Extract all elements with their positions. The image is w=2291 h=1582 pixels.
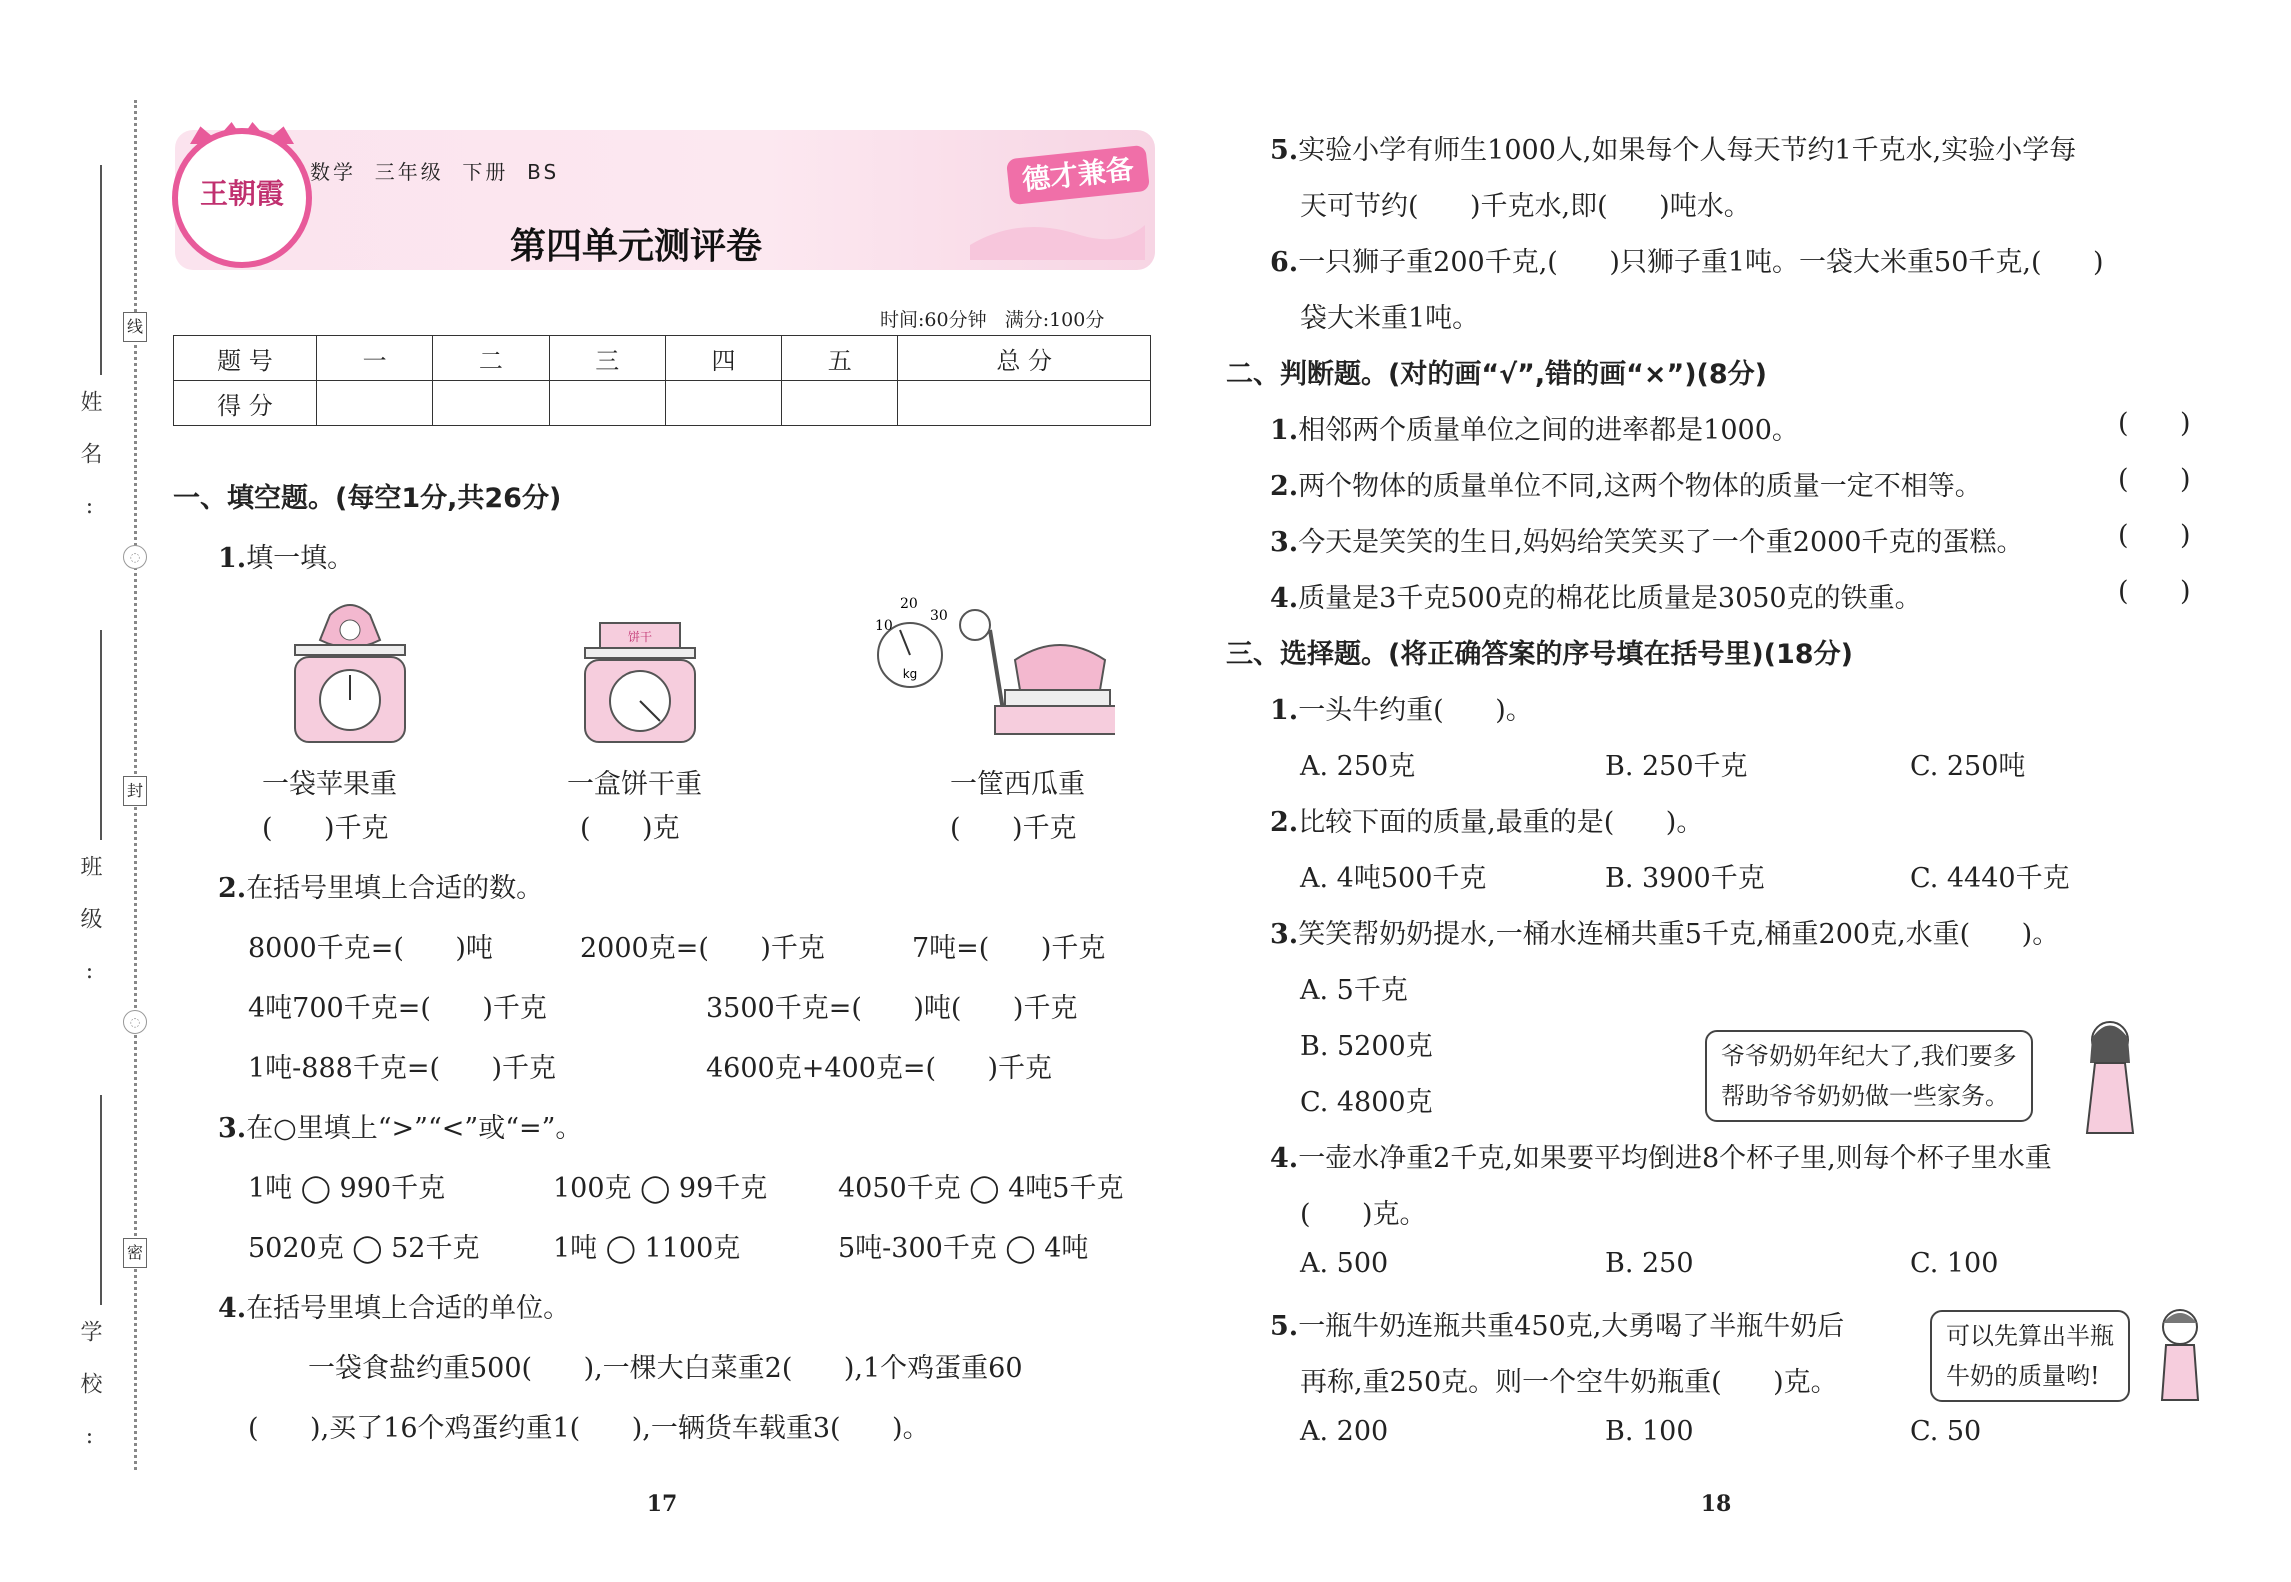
question-text: 比较下面的质量,最重的是( )。: [1298, 807, 1704, 838]
question-2: [218, 866, 543, 905]
svg-text:饼干: 饼干: [627, 630, 653, 644]
q6-line-2: 袋大米重1吨。: [1300, 303, 1480, 334]
q3-r1-c3: 4050千克 ◯ 4吨5千克: [838, 1173, 1124, 1204]
mark-feng: 封: [123, 776, 147, 806]
apple-scale-picture: [280, 595, 420, 745]
score-header-cell: 总 分: [898, 336, 1151, 381]
question-number: 1.: [1270, 695, 1299, 726]
q4-line-2: ( ),买了16个鸡蛋约重1( ),一辆货车载重3( )。: [248, 1413, 930, 1444]
class-label: 班级:: [77, 855, 102, 1014]
bubble-line: 爷爷奶奶年纪大了,我们要多: [1721, 1042, 2017, 1070]
question-text: 两个物体的质量单位不同,这两个物体的质量一定不相等。: [1298, 471, 1982, 502]
choice-question-4: [1270, 1136, 2052, 1175]
page-title: 第四单元测评卷: [510, 226, 763, 267]
question-number: 6.: [1270, 247, 1299, 278]
watermelon-scale-picture: [855, 590, 1115, 750]
name-label: 姓名:: [77, 390, 102, 549]
judge-item: [1270, 464, 1982, 503]
option-c[interactable]: C. 4440千克: [1910, 863, 2070, 894]
score-header-cell: 三: [549, 336, 665, 381]
choice-question-5: [1270, 1304, 1844, 1343]
question-number: 4.: [1270, 1143, 1299, 1174]
question-number: 3.: [218, 1113, 247, 1144]
option-c[interactable]: C. 50: [1910, 1416, 1982, 1447]
q2-r1-c1: 8000千克=( )吨: [248, 933, 493, 964]
option-c[interactable]: C. 250吨: [1910, 751, 2026, 782]
option-a[interactable]: A. 500: [1300, 1248, 1389, 1279]
logo-text: 王朝霞: [199, 177, 284, 210]
question-text: 一壶水净重2千克,如果要平均倒进8个杯子里,则每个杯子里水重: [1298, 1143, 2052, 1174]
question-text: 笑笑帮奶奶提水,一桶水连桶共重5千克,桶重200克,水重( )。: [1298, 919, 2060, 950]
q5-line-2: 天可节约( )千克水,即( )吨水。: [1300, 191, 1751, 222]
biscuit-scale-picture: [570, 615, 710, 745]
score-cell[interactable]: [317, 381, 433, 426]
option-b[interactable]: B. 100: [1605, 1416, 1694, 1447]
question-number: 3.: [1270, 919, 1299, 950]
name-blank-line: [100, 165, 102, 375]
c5-line-2: 再称,重250克。则一个空牛奶瓶重( )克。: [1300, 1367, 1838, 1398]
option-c[interactable]: C. 4800克: [1300, 1087, 1433, 1118]
question-5: [1270, 128, 2076, 167]
option-a[interactable]: A. 250克: [1300, 751, 1416, 782]
option-a[interactable]: A. 4吨500千克: [1300, 863, 1487, 894]
score-cell[interactable]: [665, 381, 781, 426]
svg-text:30: 30: [930, 608, 948, 624]
question-text: 今天是笑笑的生日,妈妈给笑笑买了一个重2000千克的蛋糕。: [1298, 527, 2024, 558]
question-number: 2.: [1270, 807, 1299, 838]
option-b[interactable]: B. 250: [1605, 1248, 1694, 1279]
option-c[interactable]: C. 100: [1910, 1248, 1999, 1279]
question-number: 1.: [218, 543, 247, 574]
choice-question-3: [1270, 912, 2059, 951]
score-cell[interactable]: [549, 381, 665, 426]
school-blank-line: [100, 1095, 102, 1305]
option-b[interactable]: B. 5200克: [1300, 1031, 1433, 1062]
question-number: 4.: [1270, 583, 1299, 614]
choice-question-2: [1270, 800, 1703, 839]
q2-r1-c2: 2000克=( )千克: [580, 933, 825, 964]
svg-text:20: 20: [900, 596, 918, 612]
q1-item-3-answer: ( )千克: [950, 813, 1077, 844]
time-info: 时间:60分钟 满分:100分: [880, 309, 1105, 331]
score-header-cell: 五: [782, 336, 898, 381]
section-3-heading: 三、选择题。(将正确答案的序号填在括号里)(18分): [1226, 639, 1853, 670]
question-text: 填一填。: [246, 543, 355, 574]
binding-hole-icon: ◌: [123, 1010, 147, 1034]
page-number-right: [1690, 1484, 1742, 1524]
bubble-line: 牛奶的质量哟!: [1946, 1362, 2100, 1390]
judge-answer-paren[interactable]: ( ): [2118, 576, 2191, 607]
score-cell[interactable]: [433, 381, 549, 426]
score-header-cell: 四: [665, 336, 781, 381]
q2-r1-c3: 7吨=( )千克: [912, 933, 1106, 964]
slogan-seal: 德才兼备: [1006, 145, 1150, 205]
score-header-cell: 一: [317, 336, 433, 381]
bubble-line: 可以先算出半瓶: [1946, 1322, 2114, 1350]
question-number: 1.: [1270, 415, 1299, 446]
q4-line-1: 一袋食盐约重500( ),一棵大白菜重2( ),1个鸡蛋重60: [308, 1353, 1023, 1384]
judge-answer-paren[interactable]: ( ): [2118, 408, 2191, 439]
q2-r3-c2: 4600克+400克=( )千克: [706, 1053, 1053, 1084]
question-number: 3.: [1270, 527, 1299, 558]
option-b[interactable]: B. 3900千克: [1605, 863, 1765, 894]
bubble-line: 帮助爷爷奶奶做一些家务。: [1721, 1082, 2009, 1110]
q1-item-2-answer: ( )克: [580, 813, 680, 844]
speech-bubble-grandparents: [1705, 1030, 2033, 1122]
book-meta: 数学 三年级 下册 BS: [310, 160, 560, 184]
school-label: 学校:: [77, 1320, 102, 1479]
section-2-heading: 二、判断题。(对的画“√”,错的画“×”)(8分): [1226, 359, 1768, 390]
q2-r2-c1: 4吨700千克=( )千克: [248, 993, 547, 1024]
section-1-heading: 一、填空题。(每空1分,共26分): [173, 483, 562, 514]
judge-answer-paren[interactable]: ( ): [2118, 464, 2191, 495]
question-number: 2.: [218, 873, 247, 904]
q1-item-3-label: 一筐西瓜重: [950, 769, 1085, 800]
q3-r2-c3: 5吨-300千克 ◯ 4吨: [838, 1233, 1089, 1264]
question-text: 实验小学有师生1000人,如果每个人每天节约1千克水,实验小学每: [1298, 135, 2077, 166]
girl-character-icon: [2075, 1018, 2145, 1138]
mark-xian: 线: [123, 312, 147, 342]
svg-text:10: 10: [875, 618, 893, 634]
score-cell[interactable]: [782, 381, 898, 426]
page-number-left: [636, 1484, 688, 1524]
svg-text:kg: kg: [902, 667, 918, 681]
score-header-cell: 题 号: [174, 336, 317, 381]
c4-line-2: ( )克。: [1300, 1199, 1427, 1230]
option-a[interactable]: A. 5千克: [1300, 975, 1408, 1006]
class-blank-line: [100, 630, 102, 840]
judge-item: [1270, 408, 1799, 447]
binding-hole-icon: ◌: [123, 545, 147, 569]
q2-r2-c2: 3500千克=( )吨( )千克: [706, 993, 1078, 1024]
question-number: 4.: [218, 1293, 247, 1324]
judge-item: [1270, 520, 2023, 559]
question-text: 质量是3千克500克的棉花比质量是3050克的铁重。: [1298, 583, 1922, 614]
question-text: 在○里填上“>”“<”或“=”。: [246, 1113, 583, 1144]
score-table: [173, 335, 1151, 426]
question-text: 在括号里填上合适的数。: [246, 873, 544, 904]
judge-answer-paren[interactable]: ( ): [2118, 520, 2191, 551]
question-text: 一只狮子重200千克,( )只狮子重1吨。一袋大米重50千克,( ): [1298, 247, 2104, 278]
q1-item-1-answer: ( )千克: [262, 813, 389, 844]
score-header-cell: 二: [433, 336, 549, 381]
q3-r1-c2: 100克 ◯ 99千克: [553, 1173, 768, 1204]
speech-bubble-hint: [1930, 1310, 2130, 1402]
judge-item: [1270, 576, 1922, 615]
question-4: [218, 1286, 570, 1325]
cloud-decoration: [960, 205, 1150, 265]
question-number: 2.: [1270, 471, 1299, 502]
choice-question-1: [1270, 688, 1533, 727]
question-number: 5.: [1270, 135, 1299, 166]
score-row-label: 得 分: [174, 381, 317, 426]
q3-r1-c1: 1吨 ◯ 990千克: [248, 1173, 446, 1204]
page-number-text: 17: [646, 1491, 678, 1517]
boy-character-icon: [2150, 1305, 2210, 1405]
q3-r2-c1: 5020克 ◯ 52千克: [248, 1233, 480, 1264]
q3-r2-c2: 1吨 ◯ 1100克: [553, 1233, 741, 1264]
question-1: [218, 536, 354, 575]
question-text: 在括号里填上合适的单位。: [246, 1293, 571, 1324]
question-number: 5.: [1270, 1311, 1299, 1342]
option-b[interactable]: B. 250千克: [1605, 751, 1748, 782]
question-text: 一瓶牛奶连瓶共重450克,大勇喝了半瓶牛奶后: [1298, 1311, 1845, 1342]
question-6: [1270, 240, 2104, 279]
question-text: 一头牛约重( )。: [1298, 695, 1533, 726]
page-number-text: 18: [1700, 1491, 1732, 1517]
q1-item-2-label: 一盒饼干重: [567, 769, 702, 800]
question-3: [218, 1106, 582, 1145]
score-cell[interactable]: [898, 381, 1151, 426]
mark-mi: 密: [123, 1238, 147, 1268]
q1-item-1-label: 一袋苹果重: [262, 769, 397, 800]
option-a[interactable]: A. 200: [1300, 1416, 1389, 1447]
q2-r3-c1: 1吨-888千克=( )千克: [248, 1053, 557, 1084]
question-text: 相邻两个质量单位之间的进率都是1000。: [1298, 415, 1799, 446]
